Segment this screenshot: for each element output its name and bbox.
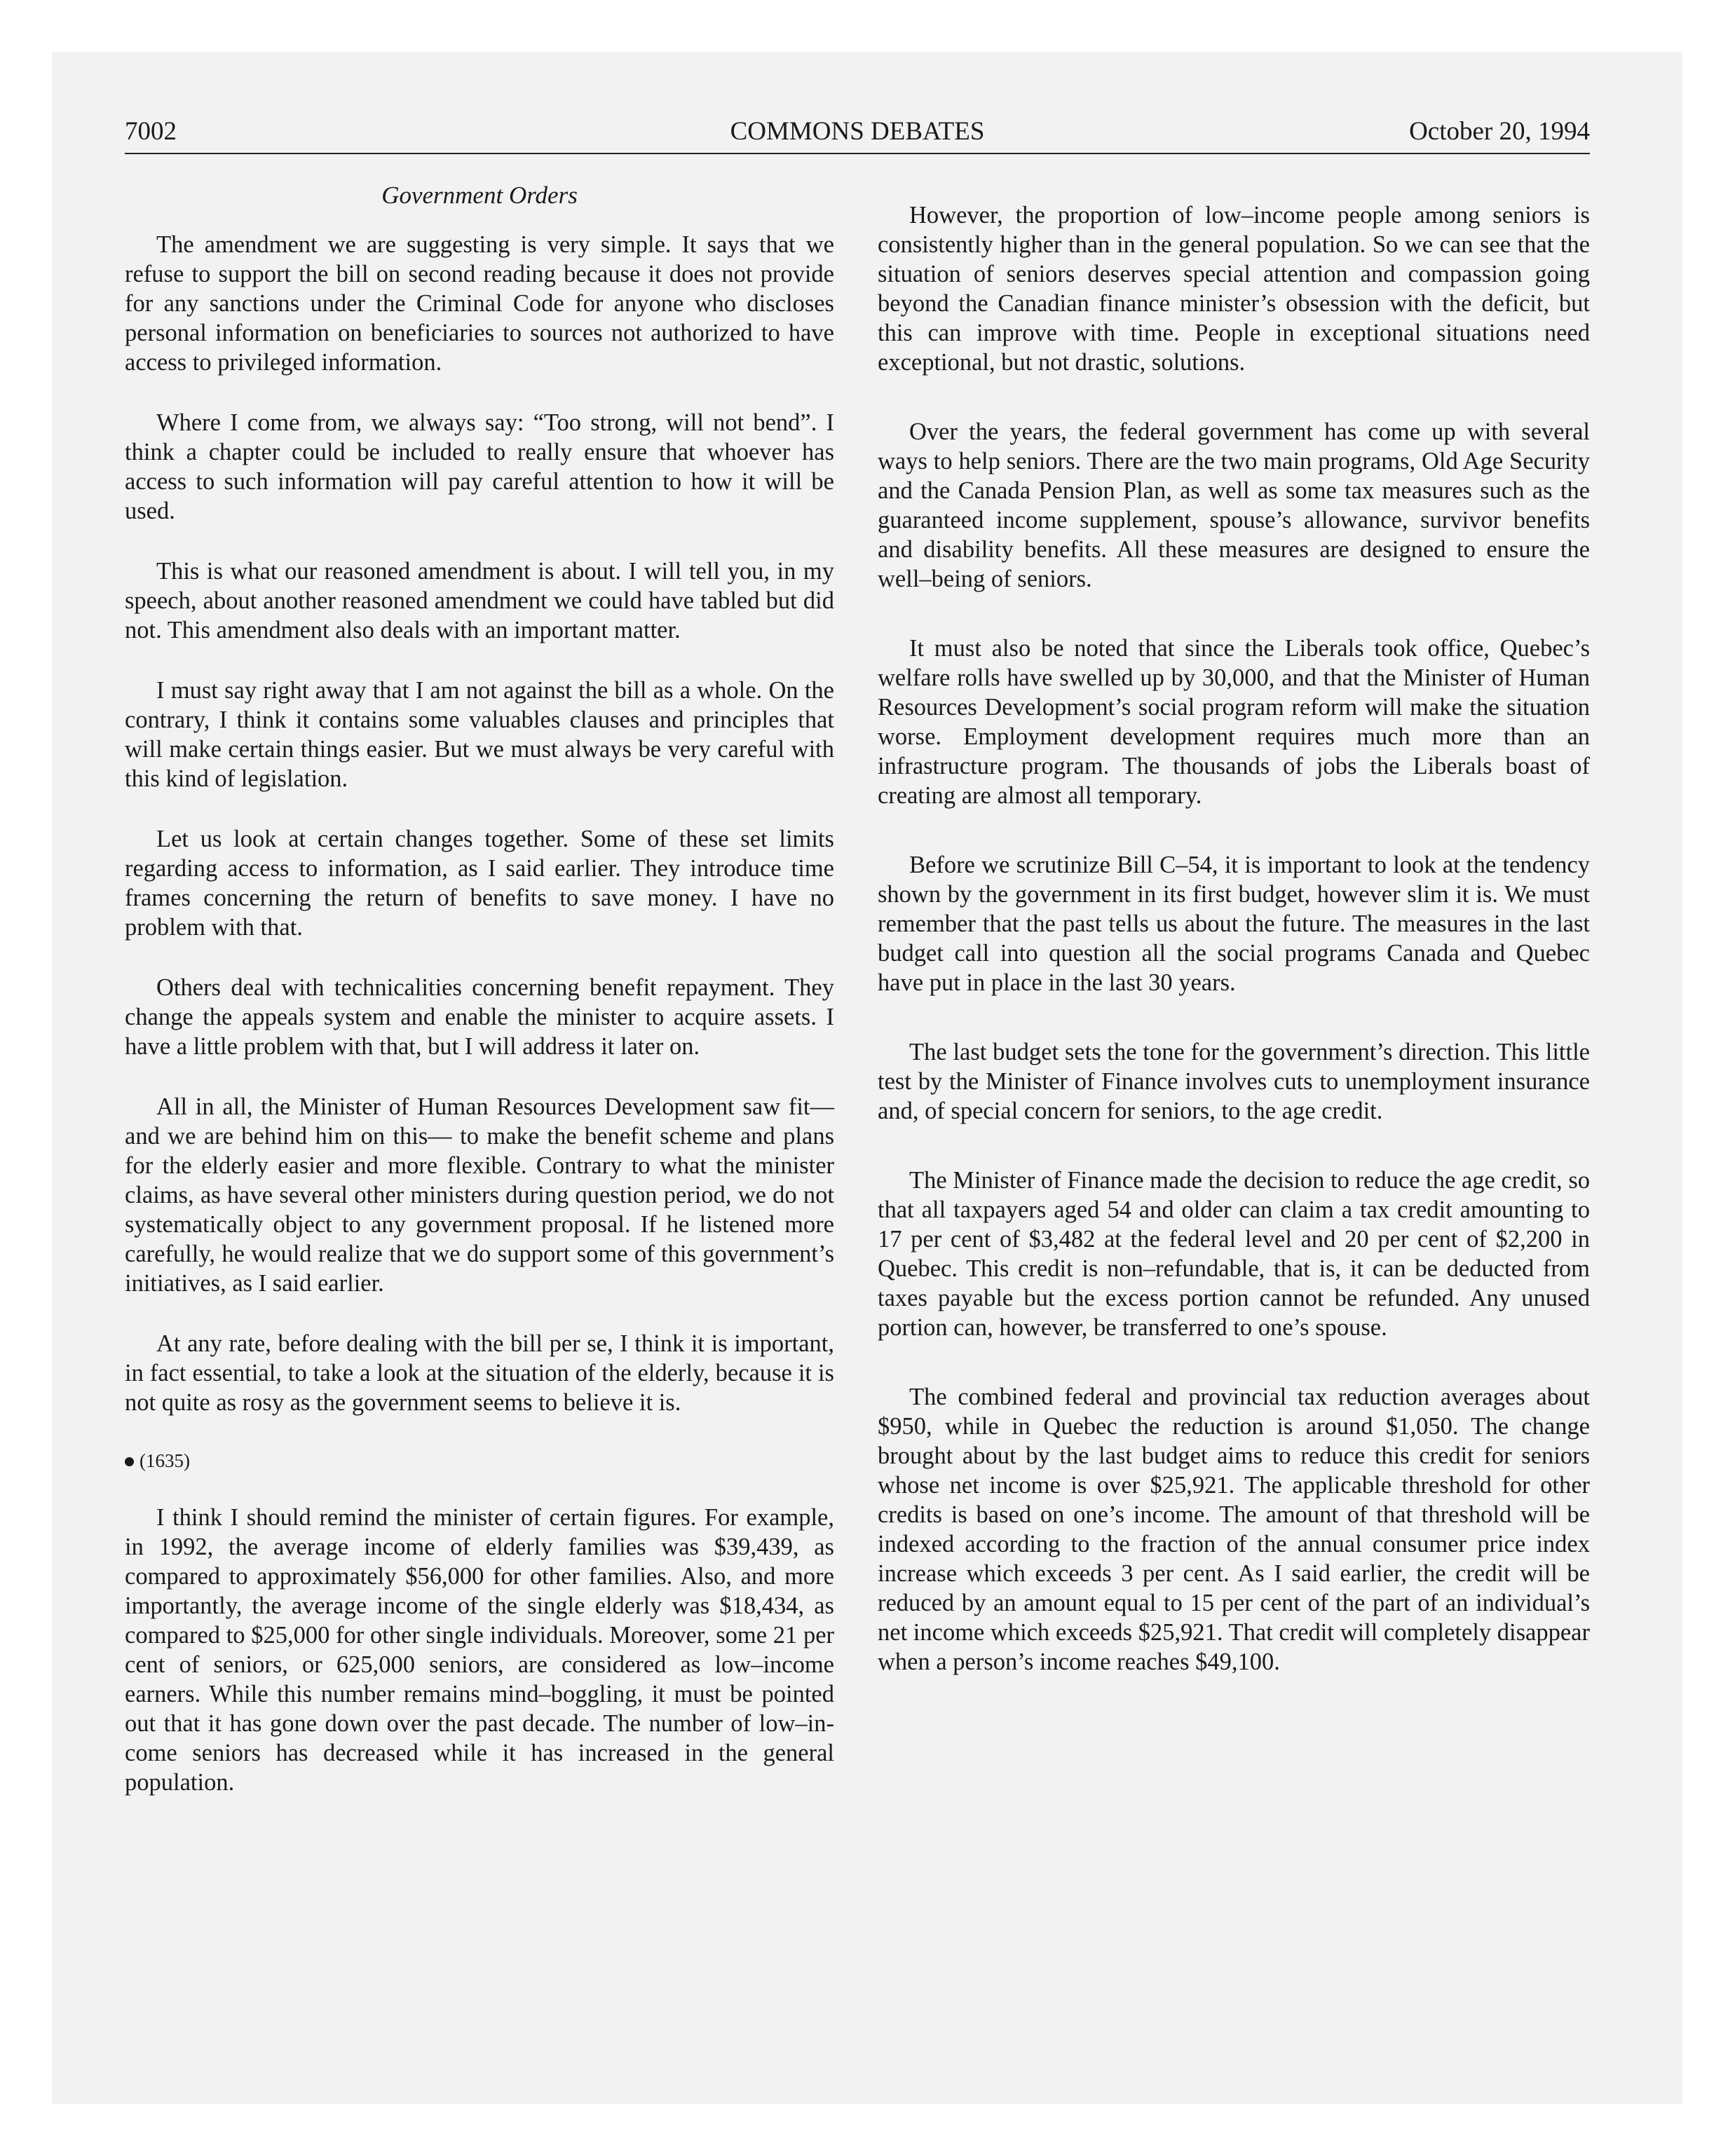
paragraph: Others deal with technicalities concerning benefit repayment. They change the appeals system and enable the minister to acquire assets. I have a little problem with that, but I will address it later on. xyxy=(125,974,834,1060)
publication-date: October 20, 1994 xyxy=(1409,117,1590,146)
paragraph: I must say right away that I am not against the bill as a whole. On the contrary, I think it contains some valuables clauses and principles that will make certain things easier. But we must always be very careful with this kind of legislation. xyxy=(125,677,834,792)
paragraph: The combined federal and provincial tax reduction averages about $950, while in Quebec the reduction is around $1,050. The change brought about by the last budget aims to reduce this credit for seniors whose net income is over $25,921. The applicable threshold for other credits is based on one’s income. The amount of that threshold will be indexed according to the fraction of the annual consumer price index increase which exceeds 3 per cent. As I said earlier, the credit will be reduced by an amount equal to 15 per cent of the part of an individual’s net income which exceeds $25,921. That credit will completely disappear when a person’s income reaches $49,100. xyxy=(878,1384,1590,1675)
paragraph: Let us look at certain changes together. Some of these set limits regarding access to information, as I said earlier. They introduce time frames concerning the return of benefits to save money. I have no problem with that. xyxy=(125,826,834,941)
paragraph: The last budget sets the tone for the government’s direction. This little test by the Minister of Finance involves cuts to unemployment insurance and, of special concern for seniors, to the age credit. xyxy=(878,1039,1590,1124)
paragraph: The Minister of Finance made the decision to reduce the age credit, so that all taxpayers aged 54 and older can claim a tax credit amounting to 17 per cent of $3,482 at the federal level and 20 per cent of $2,200 in Quebec. This credit is non–refundable, that is, it can be deducted from taxes payable but the excess portion cannot be refunded. Any unused portion can, however, be transferred to one’s spouse. xyxy=(878,1167,1590,1341)
header-divider xyxy=(125,153,1590,154)
right-column xyxy=(878,200,1590,1717)
paragraph: All in all, the Minister of Human Resources Development saw fit—and we are behind him on this— to make the benefit scheme and plans for the elderly easier and more flexible. Contrary to what the minister claims, as have several other ministers during question period, we do not systematically object to any government proposal. If he listened more carefully, he would realize that we do support some of this government’s initiatives, as I said earlier. xyxy=(125,1093,834,1297)
left-column xyxy=(125,175,834,1828)
paragraph: It must also be noted that since the Liberals took office, Quebec’s welfare rolls have swelled up by 30,000, and that the Minister of Human Resources Development’s social program reform will make the situation worse. Employment development requires much more than an infrastructure program. The thousands of jobs the Liberals boast of creating are almost all temporary. xyxy=(878,635,1590,809)
paragraph: This is what our reasoned amendment is about. I will tell you, in my speech, about another reasoned amendment we could have tabled but did not. This amendment also deals with an important matter. xyxy=(125,558,834,643)
paragraph: At any rate, before dealing with the bill per se, I think it is important, in fact essential, to take a look at the situation of the elderly, because it is not quite as rosy as the government seems to believe it is. xyxy=(125,1330,834,1416)
section-title: Government Orders xyxy=(381,182,578,209)
publication-title: COMMONS DEBATES xyxy=(730,117,985,146)
paragraph: I think I should remind the minister of certain figures. For example, in 1992, the average income of elderly families was $39,439, as compared to approximately $56,000 for other families. Also, and more importantly, the average income of the single elderly was $18,434, as compared to $25,000 for other single individuals. Moreover, some 21 per cent of seniors, or 625,000 seniors, are considered as low–income earners. While this number remains mind–boggling, it must be pointed out that it has gone down over the past decade. The number of low–income seniors has decreased while it has increased in the general population. xyxy=(125,1504,834,1796)
paragraph: Before we scrutinize Bill C–54, it is important to look at the tendency shown by the government in its first budget, however slim it is. We must remember that the past tells us about the future. The measures in the last budget call into question all the social programs Canada and Quebec have put in place in the last 30 years. xyxy=(878,852,1590,996)
time-stamp-text: (1635) xyxy=(140,1450,190,1471)
paragraph: The amendment we are suggesting is very simple. It says that we refuse to support the bill on second reading because it does not provide for any sanctions under the Criminal Code for anyone who discloses personal information on beneficiaries to sources not authorized to have access to privileged information. xyxy=(125,231,834,376)
bullet-icon xyxy=(125,1457,134,1466)
paragraph: Over the years, the federal government has come up with several ways to help seniors. There are the two main programs, Old Age Security and the Canada Pension Plan, as well as some tax measures such as the guaranteed income supplement, spouse’s allowance, survivor benefits and disability benefits. All these measures are designed to ensure the well–being of seniors. xyxy=(878,418,1590,592)
page-number: 7002 xyxy=(125,117,177,146)
paragraph: However, the proportion of low–income people among seniors is consistently higher than in the general population. So we can see that the situation of seniors deserves special attention and compassion going beyond the Canadian finance minister’s obsession with the deficit, but this can improve with time. People in exceptional situations need exceptional, but not drastic, solutions. xyxy=(878,202,1590,376)
time-stamp xyxy=(125,1448,834,1473)
page-header xyxy=(125,112,1590,151)
paragraph: Where I come from, we always say: “Too strong, will not bend”. I think a chapter could be included to really ensure that whoever has access to such information will pay careful attention to how it will be used. xyxy=(125,409,834,524)
